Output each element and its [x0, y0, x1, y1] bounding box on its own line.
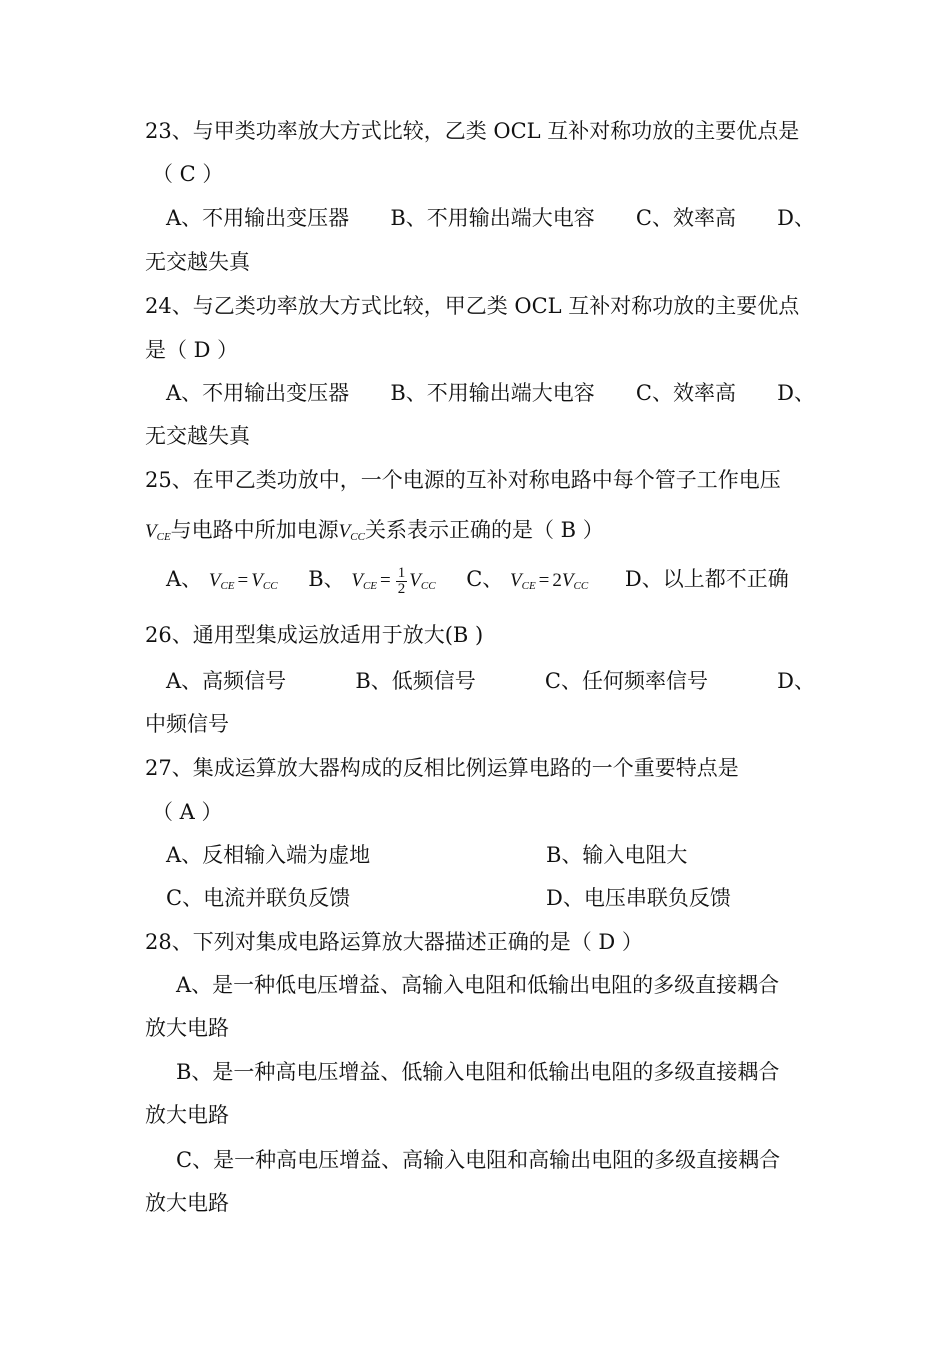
q25-options: [166, 562, 812, 600]
q24-option-d-cont: 无交越失真: [145, 424, 250, 448]
fraction-one-half: $\frac{1}{2}$: [397, 565, 406, 598]
q27-stem-line1: 27、集成运算放大器构成的反相比例运算电路的一个重要特点是: [145, 756, 739, 780]
q26-option-d-cont: 中频信号: [145, 712, 229, 736]
q25-option-c: C、 $V_{CE} = 2V_{CC}$: [466, 567, 589, 592]
q28-option-c-line1: C、是一种高电压增益、高输入电阻和高输出电阻的多级直接耦合: [176, 1148, 781, 1172]
q27-option-d: D、电压串联负反馈: [546, 886, 731, 910]
q28-stem: 28、下列对集成电路运算放大器描述正确的是（ D ）: [145, 930, 643, 954]
q23-option-d-cont: 无交越失真: [145, 250, 250, 274]
q28-option-a-line2: 放大电路: [145, 1016, 229, 1040]
q26-options: [166, 666, 815, 696]
q26-option-c: C、任何频率信号: [544, 669, 708, 693]
q27-answer: （ A ）: [152, 800, 223, 824]
q25-option-b: B、 $V_{CE}$ = $\frac{1}{2}$ $V_{CC}$: [308, 565, 436, 598]
q23-option-c: C、效率高: [635, 206, 736, 230]
q23-options: [166, 203, 815, 233]
v-cc-symbol: $V_{CC}$: [338, 521, 365, 543]
q25-option-a: A、 $V_{CE} = V_{CC}$: [166, 567, 278, 592]
q25-stem-line1: 25、在甲乙类功放中，一个电源的互补对称电路中每个管子工作电压: [145, 468, 781, 492]
q28-option-c-line2: 放大电路: [145, 1191, 229, 1215]
q27-option-b: B、输入电阻大: [546, 843, 688, 867]
q24-stem-line1: 24、与乙类功率放大方式比较，甲乙类 OCL 互补对称功放的主要优点: [145, 294, 800, 318]
q24-option-d: D、: [777, 381, 815, 405]
q28-option-b-line2: 放大电路: [145, 1103, 229, 1127]
q24-options: [166, 378, 815, 408]
q25-option-d: D、以上都不正确: [624, 567, 789, 591]
q23-stem-line1: 23、与甲类功率放大方式比较，乙类 OCL 互补对称功放的主要优点是: [145, 119, 800, 143]
q26-option-a: A、高频信号: [166, 669, 287, 693]
q27-option-c: C、电流并联负反馈: [166, 886, 351, 910]
q26-option-d: D、: [777, 669, 815, 693]
q23-answer: （ C ）: [152, 162, 224, 186]
q23-option-b: B、不用输出端大电容: [390, 206, 595, 230]
q26-option-b: B、低频信号: [355, 669, 476, 693]
q24-option-b: B、不用输出端大电容: [390, 381, 595, 405]
q28-option-a-line1: A、是一种低电压增益、高输入电阻和低输出电阻的多级直接耦合: [176, 973, 780, 997]
q26-stem: 26、通用型集成运放适用于放大(B ): [145, 623, 484, 647]
q23-option-d: D、: [777, 206, 815, 230]
q25-stem-line2: $V_{CE}$与电路中所加电源$V_{CC}$关系表示正确的是（ B ）: [145, 518, 604, 543]
q23-option-a: A、不用输出变压器: [166, 206, 350, 230]
v-ce-symbol: $V_{CE}$: [145, 521, 171, 543]
q24-option-a: A、不用输出变压器: [166, 381, 350, 405]
q27-option-a: A、反相输入端为虚地: [166, 843, 371, 867]
q28-option-b-line1: B、是一种高电压增益、低输入电阻和低输出电阻的多级直接耦合: [176, 1060, 780, 1084]
q24-answer: 是（ D ）: [145, 338, 239, 362]
q24-option-c: C、效率高: [635, 381, 736, 405]
